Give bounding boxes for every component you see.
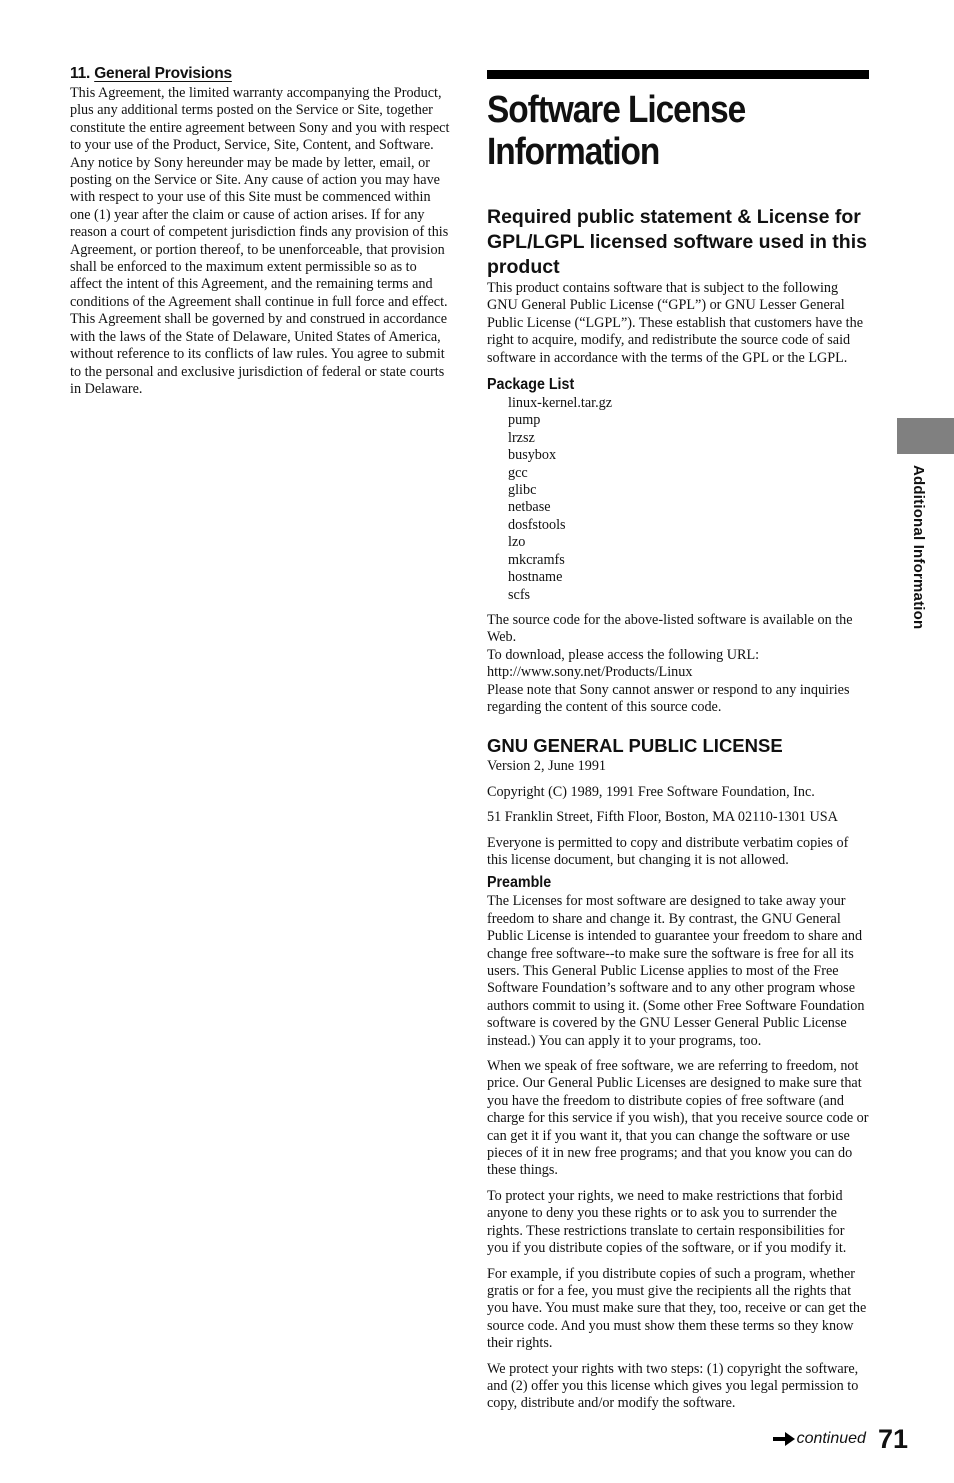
address-line: 51 Franklin Street, Fifth Floor, Boston, MA 02110-1301 USA (487, 809, 838, 826)
list-item: scfs (508, 586, 531, 603)
preamble-paragraph-1: The Licenses for most software are designed to take away your freedom to share and change it. By contrast, the GNU General Public License is intended to guarantee your freedom to share and change free software--to make sure the software is free for all its users. This General Public License applies to most of the Free Software Foundation’s software and to any other program whose authors commit to using it. (Some other Free Software Foundation software is covered by the GNU Lesser General Public License instead.) You can apply it to your programs, too. (487, 893, 865, 1049)
list-item: lrzsz (508, 429, 535, 446)
section-number: 11. (70, 65, 91, 82)
right-column (487, 70, 869, 1413)
preamble-heading: Preamble (487, 874, 552, 892)
preamble-paragraph-4: For example, if you distribute copies of such a program, whether gratis or for a fee, you must give the recipients all the rights that you have. You must make sure that they, too, receive or can get the source code. And you must show them these terms so they know their rights. (487, 1265, 867, 1352)
continued-label: continued (796, 1430, 866, 1447)
page-title-line-1: Software License (487, 89, 746, 131)
list-item: busybox (508, 447, 557, 464)
page-title-line-2: Information (487, 131, 660, 173)
version-line: Version 2, June 1991 (487, 758, 607, 775)
page-number: 71 (877, 1424, 908, 1454)
list-item: hostname (508, 569, 563, 586)
preamble-paragraph-5: We protect your rights with two steps: (1) copyright the software, and (2) offer you this license which gives you legal permission to copy, distribute and/or modify the software. (487, 1360, 859, 1412)
copyright-line: Copyright (C) 1989, 1991 Free Software Foundation, Inc. (487, 783, 815, 800)
list-item: netbase (508, 499, 551, 516)
package-list-heading: Package List (487, 376, 575, 394)
source-note: The source code for the above-listed software is available on the Web. (487, 611, 853, 646)
list-item: linux-kernel.tar.gz (508, 395, 613, 412)
section-tab-marker (897, 418, 954, 454)
section-heading (70, 64, 452, 84)
continued-indicator (773, 1430, 866, 1454)
subtitle: Required public statement & License for GPL/LGPL licensed software used in this product (487, 206, 867, 278)
page-footer (773, 1424, 908, 1454)
permission-paragraph: Everyone is permitted to copy and distribute verbatim copies of this license document, but changing it is not allowed. (487, 834, 849, 868)
list-item: glibc (508, 482, 537, 499)
source-url[interactable]: http://www.sony.net/Products/Linux (487, 664, 693, 681)
preamble-paragraph-3: To protect your rights, we need to make restrictions that forbid anyone to deny you these rights or to ask you to surrender the rights. These restrictions translate to certain responsibilities for you if you distribute copies of the software, or if you modify it. (487, 1187, 847, 1257)
inquiry-note: Please note that Sony cannot answer or respond to any inquiries regarding the content of this source code. (487, 681, 850, 715)
section-title: General Provisions (94, 65, 232, 82)
preamble-paragraph-2: When we speak of free software, we are referring to freedom, not price. Our General Public Licenses are designed to make sure that you have the freedom to distribute copies of free software (and charge for this service if you wish), that you receive source code or can get it if you want it, that you can change the software or use pieces of it in new free programs; and that you know you can do these things. (487, 1058, 869, 1179)
title-rule (487, 70, 869, 79)
list-item: dosfstools (508, 516, 566, 533)
package-list (487, 395, 869, 604)
list-item: pump (508, 412, 541, 429)
right-arrow-icon (773, 1432, 795, 1446)
side-section-label: Additional Information (910, 465, 927, 630)
gpl-heading: GNU GENERAL PUBLIC LICENSE (487, 735, 783, 757)
intro-paragraph: This product contains software that is subject to the following GNU General Public License (“GPL”) or GNU Lesser General Public License (“LGPL”). These establish that customers have the right to acquire, modify, and redistribute the source code of said software in accordance with the terms of the GPL or the LGPL. (487, 280, 863, 366)
list-item: gcc (508, 464, 528, 481)
download-note: To download, please access the following URL: (487, 646, 760, 663)
general-provisions-paragraph: This Agreement, the limited warranty accompanying the Product, plus any additional terms posted on the Service or Site, together constitute the entire agreement between Sony and you with respect to your use of the Product, Service, Site, Content, and Software. Any notice by Sony hereunder may be made by letter, email, or posting on the Service or Site. Any cause of action you may have with respect to your use of this Site must be commenced within one (1) year after the claim or cause of action arises. If for any reason a court of competent jurisdiction finds any provision of this Agreement, or portion thereof, to be unenforceable, that provision shall be enforced to the maximum extent permissible so as to affect the intent of this Agreement, and the remaining terms and conditions of the Agreement shall continue in full force and effect. This Agreement shall be governed by and construed in accordance with the laws of the State of Delaware, United States of America, without reference to its conflicts of law rules. You agree to submit to the personal and exclusive jurisdiction of federal or state courts in Delaware. (70, 85, 450, 397)
left-column (70, 64, 452, 398)
list-item: mkcramfs (508, 551, 565, 568)
list-item: lzo (508, 534, 526, 551)
